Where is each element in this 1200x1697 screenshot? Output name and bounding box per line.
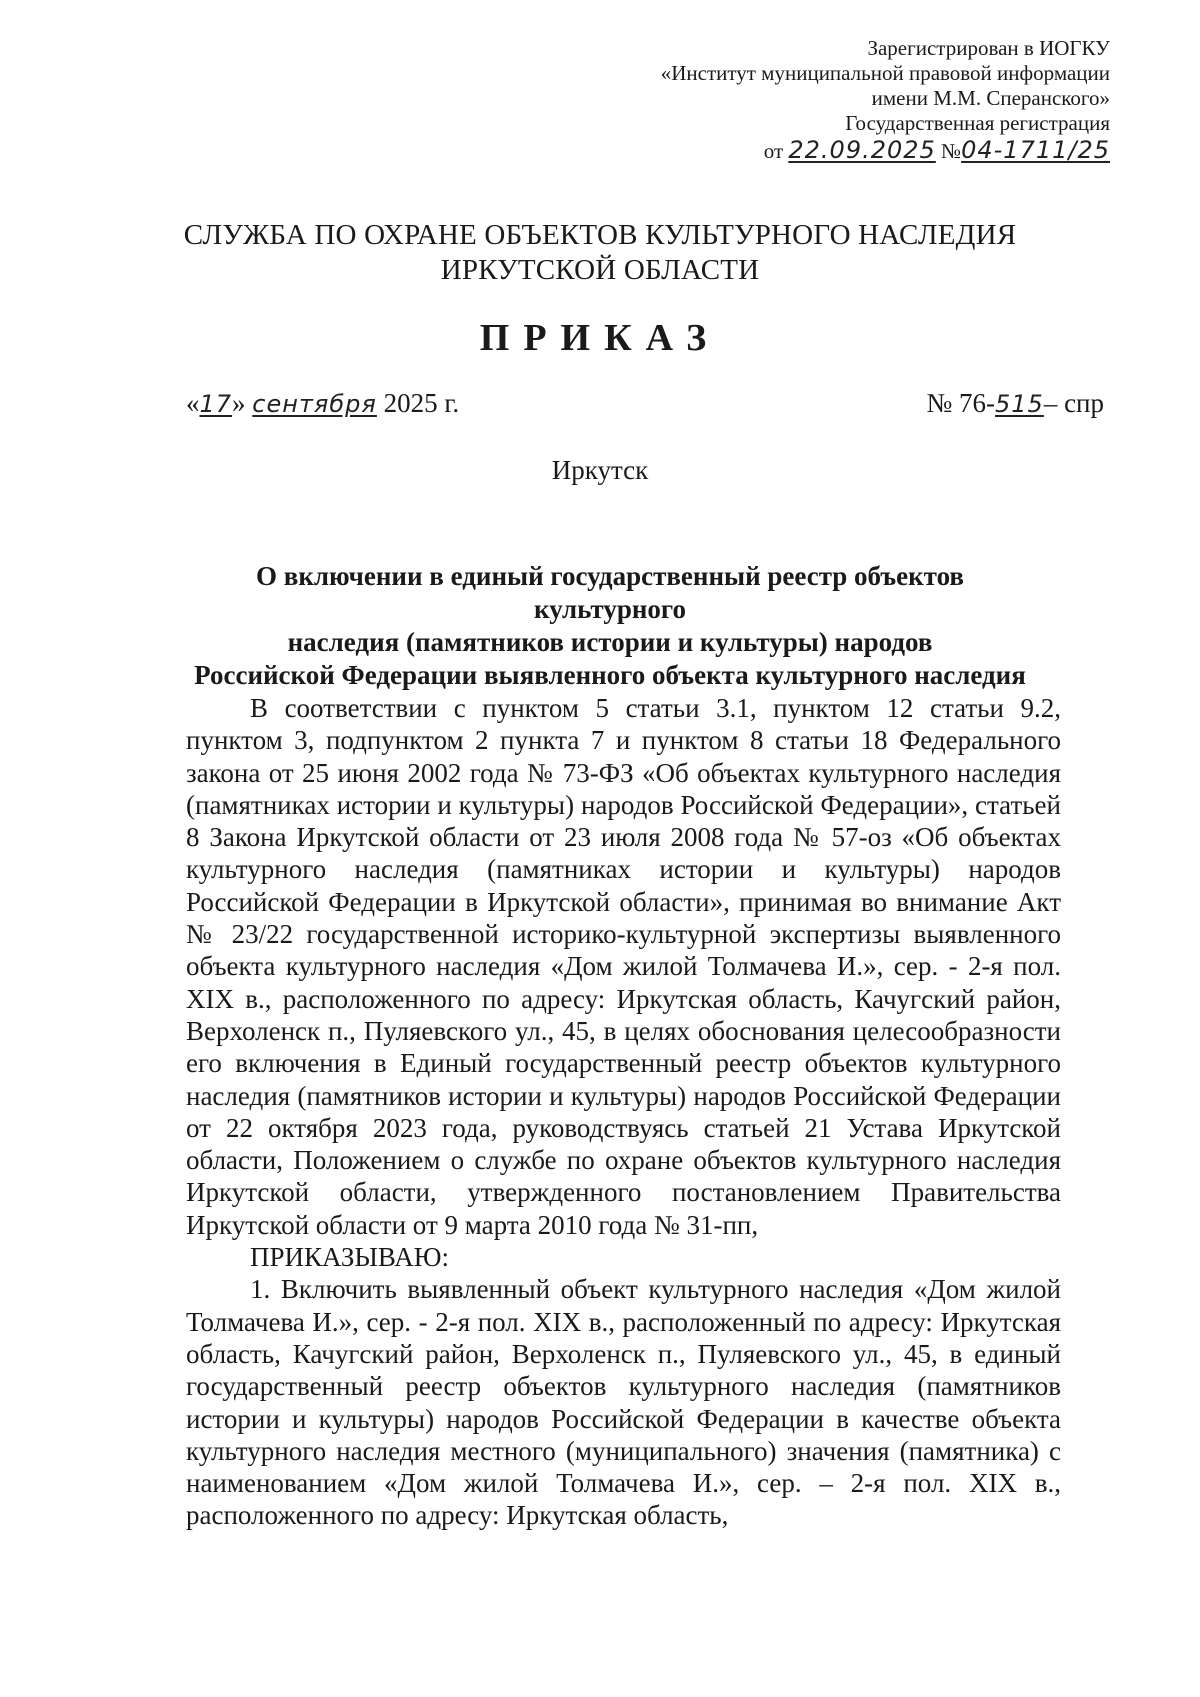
order-number-value: 515 <box>995 390 1044 418</box>
document-title-line-3: Российской Федерации выявленного объекта культурного наследия <box>194 660 1026 690</box>
order-date <box>186 388 459 419</box>
agency-name-line-1: СЛУЖБА ПО ОХРАНЕ ОБЪЕКТОВ КУЛЬТУРНОГО НАСЛЕДИЯ <box>183 219 1017 251</box>
registration-line-3: имени М.М. Сперанского» <box>871 86 1110 110</box>
registration-line-4: Государственная регистрация <box>845 111 1110 135</box>
order-date-month: сентября <box>252 390 377 418</box>
registration-stamp <box>550 36 1110 164</box>
decree-heading: ПРИКАЗЫВАЮ: <box>250 1242 449 1273</box>
order-number-prefix: № 76- <box>926 388 995 418</box>
agency-name-line-2: ИРКУТСКОЙ ОБЛАСТИ <box>440 254 760 286</box>
agency-name <box>0 218 1200 288</box>
order-date-close-quote: » <box>232 388 246 418</box>
document-title-line-2: наследия (памятников истории и культуры) народов <box>287 627 933 657</box>
registration-date-value: 22.09.2025 <box>788 136 936 164</box>
registration-number-prefix: № <box>941 139 962 163</box>
registration-date-line <box>550 138 1110 164</box>
preamble-paragraph: В соответствии с пунктом 5 статьи 3.1, пунктом 12 статьи 9.2, пунктом 3, подпунктом 2 пункта 7 и пунктом 8 статьи 18 Федерального закона от 25 июня 2002 года № 73-ФЗ «Об объектах культурного наследия (памятниках истории и культуры) народов Российской Федерации», статьей 8 Закона Иркутской области от 23 июля 2008 года № 57-оз «Об объектах культурного наследия (памятниках истории и культуры) народов Российской Федерации в Иркутской области», принимая во внимание Акт № 23/22 государственной историко-культурной экспертизы выявленного объекта культурного наследия «Дом жилой Толмачева И.», сер. - 2-я пол. XIX в., расположенного по адресу: Иркутская область, Качугский район, Верхоленск п., Пуляевского ул., 45, в целях обоснования целесообразности его включения в Единый государственный реестр объектов культурного наследия (памятников истории и культуры) народов Российской Федерации от 22 октября 2023 года, руководствуясь статьей 21 Устава Иркутской области, Положением о службе по охране объектов культурного наследия Иркутской области, утвержденного постановлением Правительства Иркутской области от 9 марта 2010 года № 31-пп, <box>186 693 1061 1240</box>
city-name: Иркутск <box>551 455 649 485</box>
document-body <box>186 692 1061 1532</box>
order-date-year: 2025 г. <box>383 388 460 418</box>
document-title <box>180 560 1040 692</box>
document-title-line-1: О включении в единый государственный реестр объектов культурного <box>256 561 964 624</box>
registration-date-prefix: от <box>763 139 784 163</box>
order-item-1: 1. Включить выявленный объект культурного наследия «Дом жилой Толмачева И.», сер. - 2-я пол. XIX в., расположенный по адресу: Иркутская область, Качугский район, Верхоленск п., Пуляевского ул., 45, в единый государственный реестр объектов культурного наследия (памятников истории и культуры) народов Российской Федерации в качестве объекта культурного наследия местного (муниципального) значения (памятника) с наименованием «Дом жилой Толмачева И.», сер. – 2-я пол. XIX в., расположенного по адресу: Иркутская область, <box>186 1274 1061 1531</box>
registration-line-2: «Институт муниципальной правовой информации <box>660 61 1110 85</box>
order-date-day: 17 <box>199 390 233 418</box>
document-type-heading: ПРИКАЗ <box>479 317 721 359</box>
order-number-suffix: – спр <box>1043 388 1104 418</box>
registration-number-value: 04-1711/25 <box>961 136 1110 164</box>
order-number <box>926 388 1104 419</box>
registration-line-1: Зарегистрирован в ИОГКУ <box>867 36 1110 60</box>
order-date-open-quote: « <box>186 388 200 418</box>
